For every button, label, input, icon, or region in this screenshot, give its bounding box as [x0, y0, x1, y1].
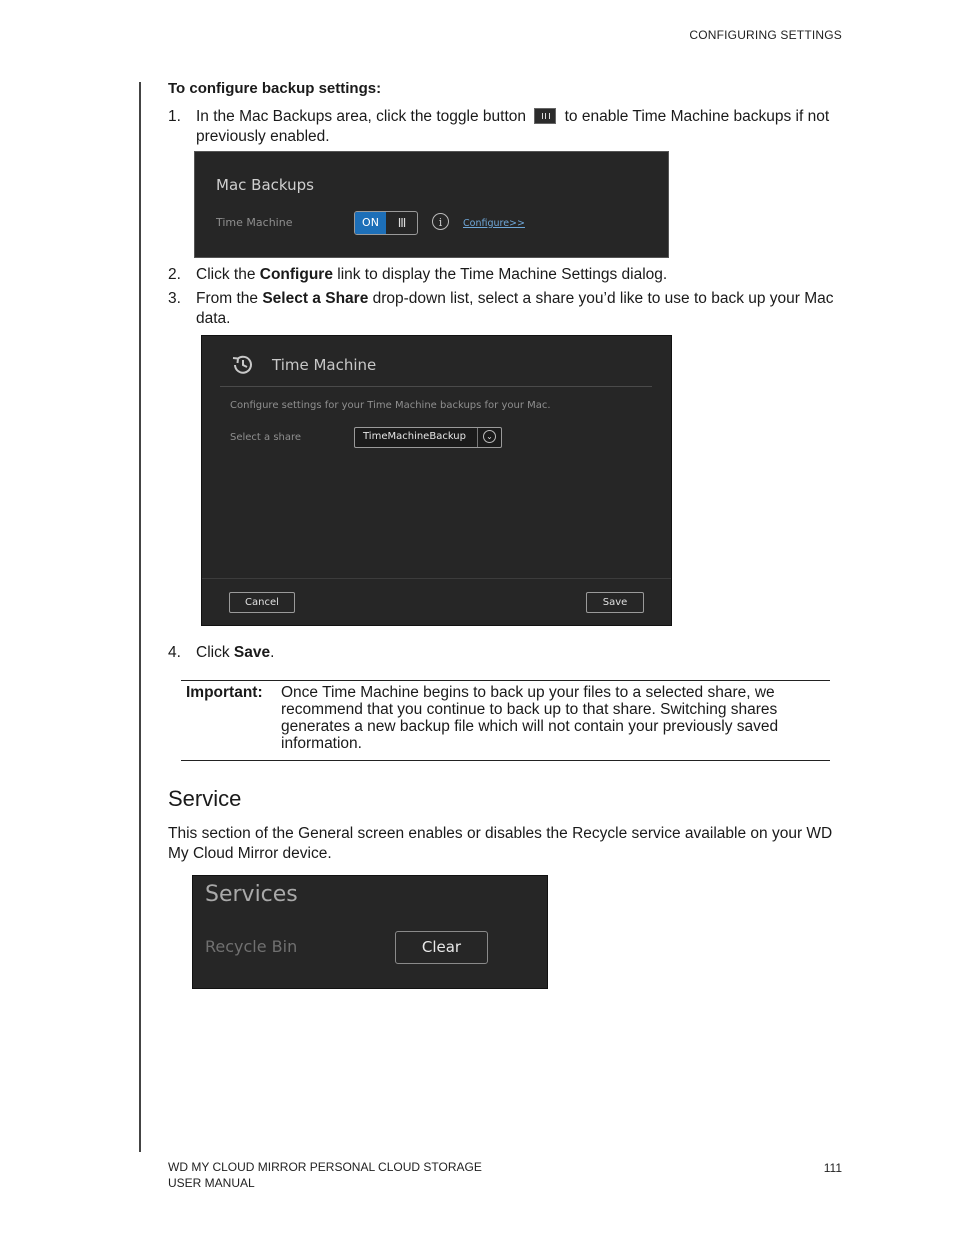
- panel-title: Mac Backups: [216, 176, 314, 194]
- time-machine-dialog-screenshot: [201, 335, 672, 626]
- step-text: .: [270, 644, 275, 661]
- save-button[interactable]: Save: [586, 592, 644, 613]
- margin-rule: [139, 82, 141, 1152]
- footer-line: USER MANUAL: [168, 1176, 255, 1190]
- important-text: Once Time Machine begins to back up your files to a selected share, we recommend that you continue to back up to that share. Switching shares generates a new backup file which will not contain your previously saved information.: [281, 684, 779, 752]
- procedure-title: To configure backup settings:: [168, 80, 382, 97]
- services-title: Services: [205, 882, 298, 907]
- history-icon: [230, 352, 256, 378]
- divider: [202, 578, 671, 579]
- time-machine-toggle[interactable]: [354, 211, 418, 235]
- step-3: [168, 289, 848, 329]
- toggle-icon: [534, 108, 556, 124]
- step-2: [168, 265, 848, 285]
- select-share-dropdown[interactable]: [354, 427, 502, 448]
- step-text: to enable Time Machine backups if not previously enabled.: [196, 108, 830, 145]
- step-4: [168, 643, 848, 663]
- divider: [220, 386, 652, 387]
- selected-share: TimeMachineBackup: [363, 431, 466, 442]
- dialog-description: Configure settings for your Time Machine backups for your Mac.: [230, 400, 551, 411]
- clear-button[interactable]: Clear: [395, 931, 488, 964]
- step-keyword: Configure: [259, 266, 333, 283]
- important-label: Important:: [186, 684, 263, 701]
- step-keyword: Save: [233, 644, 271, 661]
- time-machine-label: Time Machine: [216, 216, 293, 229]
- footer-title: [168, 1159, 482, 1191]
- step-number: 4.: [168, 644, 181, 661]
- step-number: 1.: [168, 108, 181, 125]
- page-number: 111: [823, 1161, 842, 1175]
- chevron-down-icon[interactable]: ⌄: [483, 430, 496, 443]
- running-header: CONFIGURING SETTINGS: [689, 28, 842, 42]
- step-text: From the: [196, 290, 263, 307]
- step-text: drop-down list, select a share you’d like to use to back up your Mac data.: [196, 290, 834, 327]
- step-number: 3.: [168, 290, 181, 307]
- step-1: [168, 107, 848, 147]
- section-heading: Service: [168, 786, 242, 811]
- footer-line: WD MY CLOUD MIRROR PERSONAL CLOUD STORAGE: [168, 1160, 482, 1174]
- step-text: link to display the Time Machine Settings dialog.: [332, 266, 668, 283]
- cancel-button[interactable]: Cancel: [229, 592, 295, 613]
- important-note: [181, 680, 830, 761]
- step-keyword: Select a Share: [262, 290, 369, 307]
- toggle-on-label: ON: [355, 212, 386, 234]
- services-screenshot: [192, 875, 548, 989]
- step-text: Click: [196, 644, 234, 661]
- section-body: This section of the General screen enables or disables the Recycle service available on your WD My Cloud Mirror device.: [168, 825, 833, 862]
- configure-link[interactable]: Configure>>: [463, 218, 525, 229]
- divider: [477, 428, 478, 447]
- mac-backups-screenshot: [194, 151, 669, 258]
- dialog-title: Time Machine: [272, 356, 377, 374]
- toggle-off-label: III: [397, 216, 406, 230]
- recycle-bin-label: Recycle Bin: [205, 937, 298, 956]
- select-share-label: Select a share: [230, 432, 302, 443]
- step-number: 2.: [168, 266, 181, 283]
- info-icon[interactable]: i: [432, 213, 449, 230]
- step-text: Click the: [196, 266, 260, 283]
- step-text: In the Mac Backups area, click the toggle button: [196, 108, 526, 125]
